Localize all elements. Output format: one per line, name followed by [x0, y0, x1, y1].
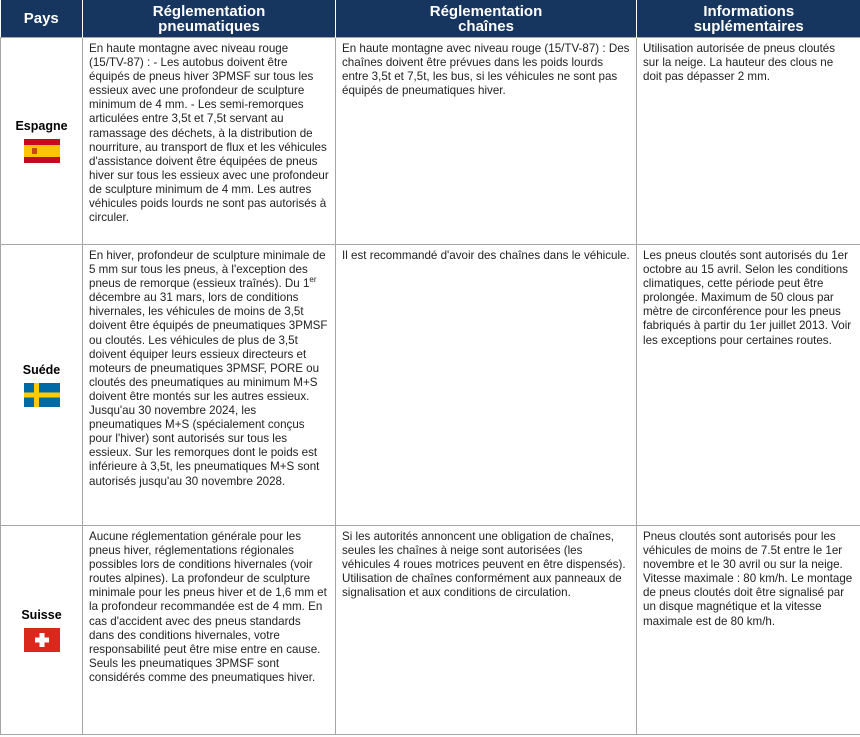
country-cell	[1, 526, 83, 735]
country-cell	[1, 38, 83, 245]
tires-cell: Aucune réglementation générale pour les pneus hiver, réglementations régionales possibles lors de conditions hivernales (voir routes alpines). La profondeur de sculpture minimale pour les pneus hiver et de 1,6 mm et la profondeur recommandée est de 4 mm. En cas d'accident avec des pneus standards dans des conditions hivernales, votre responsabilité peut être mise entre en cause. Seuls les pneumatiques 3PMSF sont considérés comme des pneumatiques hiver.	[83, 526, 336, 735]
table-row	[1, 245, 860, 526]
header-country: Pays	[1, 0, 83, 38]
country-cell	[1, 245, 83, 526]
table-row	[1, 526, 860, 735]
country-name: Suisse	[21, 608, 62, 623]
table-row	[1, 38, 860, 245]
header-row	[1, 0, 860, 38]
sweden-flag-icon	[24, 383, 60, 407]
info-cell: Utilisation autorisée de pneus cloutés sur la neige. La hauteur des clous ne doit pas dépasser 2 mm.	[637, 38, 860, 245]
country-name: Suéde	[22, 363, 61, 378]
switzerland-flag-icon	[24, 628, 60, 652]
spain-flag-icon	[24, 139, 60, 163]
tires-cell: En haute montagne avec niveau rouge (15/TV-87) : - Les autobus doivent être équipés de pneus hiver 3PMSF sur tous les essieux avec une profondeur de sculpture minimum de 4 mm. - Les semi-remorques articulées entre 3,5t et 7,5t servant au ramassage des déchets, à la distribution de nourriture, au transport de flux et les véhicules d'assistance doivent être équipées de pneus hiver sur tous les essieux avec une profondeur de sculpture minimum de 4 mm. Les autres véhicules poids lourds ne sont pas autorisés à circuler.	[83, 38, 336, 245]
country-name: Espagne	[15, 119, 68, 134]
header-tires: Réglementation pneumatiques	[83, 0, 336, 38]
chains-cell: En haute montagne avec niveau rouge (15/TV-87) : Des chaînes doivent être prévues dans les poids lourds entre 3,5t et 7,5t, les bus, si les véhicules ne sont pas équipés de pneumatiques hiver.	[336, 38, 637, 245]
header-chains: Réglementation chaînes	[336, 0, 637, 38]
info-cell: Pneus cloutés sont autorisés pour les véhicules de moins de 7.5t entre le 1er novembre et le 30 avril ou sur la neige. Vitesse maximale : 80 km/h. Le montage de pneus cloutés doit être signalisé par un disque magnétique et la vitesse maximale est de 80 km/h.	[637, 526, 860, 735]
tires-cell: En hiver, profondeur de sculpture minimale de 5 mm sur tous les pneus, à l'exception des pneus de remorque (essieux traînés). Du 1er décembre au 31 mars, lors de conditions hivernales, les véhicules de moins de 3,5t doivent être équipés de pneumatiques 3PMSF ou cloutés. Les véhicules de plus de 3,5t doivent équiper leurs essieux directeurs et moteurs de pneumatiques 3PMSF, PORE ou cloutés des pneumatiques au minimum M+S doivent être montés sur les autres essieux. Jusqu'au 30 novembre 2024, les pneumatiques M+S (spécialement conçus pour l'hiver) sont autorisés sur tous les essieux. Sur les remorques dont le poids est inférieure à 3,5t, les pneumatiques M+S sont autorisés jusqu'au 30 novembre 2028.	[83, 245, 336, 526]
info-cell: Les pneus cloutés sont autorisés du 1er octobre au 15 avril. Selon les conditions climatiques, cette période peut être prolongée. Maximum de 50 clous par mètre de circonférence pour les pneus fabriqués à partir du 1er juillet 2013. Voir les exceptions pour certaines routes.	[637, 245, 860, 526]
chains-cell: Il est recommandé d'avoir des chaînes dans le véhicule.	[336, 245, 637, 526]
header-info: Informations suplémentaires	[637, 0, 860, 38]
chains-cell: Si les autorités annoncent une obligation de chaînes, seules les chaînes à neige sont autorisées (les véhicules 4 roues motrices peuvent en être dispensés). Utilisation de chaînes conformément aux panneaux de signalisation et aux conditions de circulation.	[336, 526, 637, 735]
